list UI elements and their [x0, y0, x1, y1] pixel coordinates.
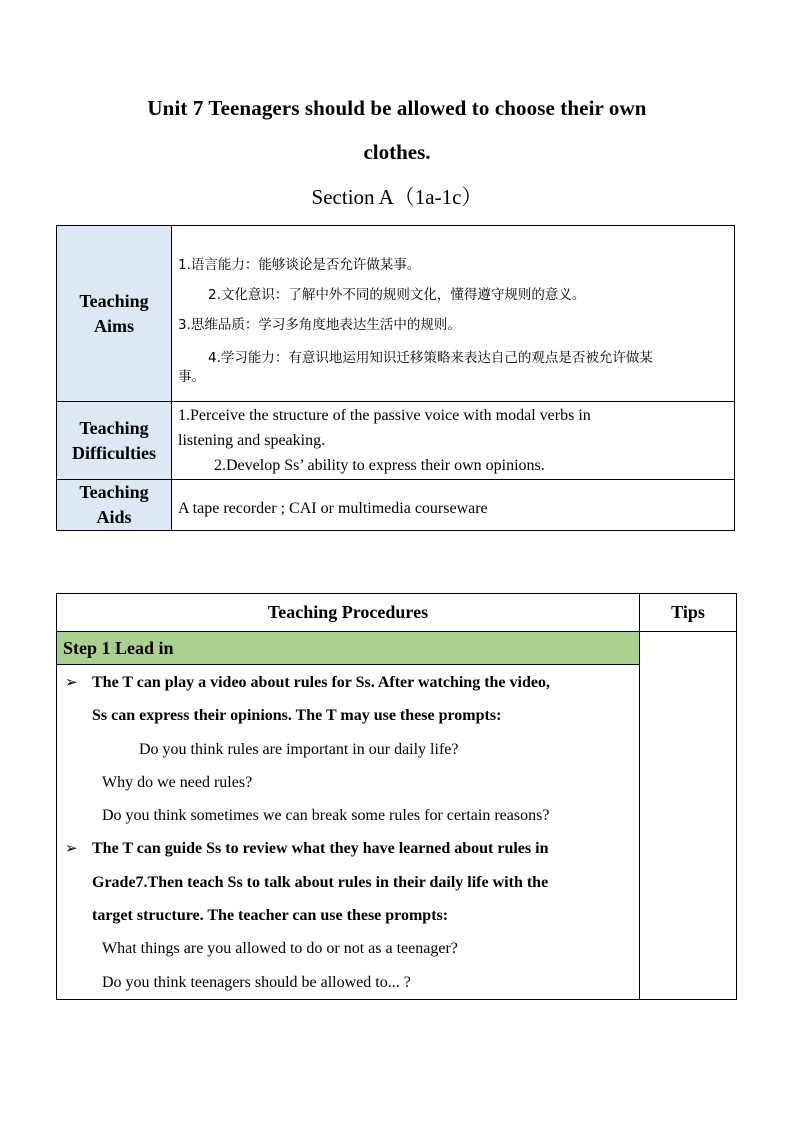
- step1-content-row: [57, 665, 737, 1000]
- arrow-bullet-icon: ➢: [65, 839, 78, 858]
- difficulty-1-continued: listening and speaking.: [178, 432, 326, 449]
- procedure-item-1-continued: Ss can express their opinions. The T may use these prompts:: [92, 707, 502, 725]
- aims-label: Teaching Aims: [79, 290, 149, 336]
- difficulty-1: 1.Perceive the structure of the passive voice with modal verbs in: [178, 407, 591, 424]
- aids-row: [57, 480, 735, 531]
- procedures-header-row: [57, 594, 737, 632]
- difficulties-label: Teaching Difficulties: [72, 417, 156, 463]
- arrow-bullet-icon: ➢: [65, 673, 78, 691]
- procedures-table: [56, 593, 737, 1000]
- aids-content: [172, 480, 735, 531]
- prompt-line: What things are you allowed to do or not as a teenager?: [102, 940, 458, 958]
- aims-label-cell: [57, 226, 172, 402]
- procedure-item-2: ➢ The T can guide Ss to review what they have learned about rules in: [57, 832, 639, 865]
- aims-content: [172, 226, 735, 402]
- document-title-continued: clothes.: [363, 140, 431, 164]
- step1-row: [57, 632, 737, 665]
- teaching-info-table: [56, 225, 735, 531]
- aims-row: [57, 226, 735, 402]
- tips-cell: [640, 632, 737, 1000]
- procedures-header: Teaching Procedures: [57, 594, 640, 632]
- difficulties-content: [172, 402, 735, 480]
- difficulty-2: 2.Develop Ss’ ability to express their own opinions.: [214, 457, 545, 474]
- section-subtitle: Section A（1a-1c）: [311, 185, 483, 209]
- aids-text: A tape recorder ; CAI or multimedia courseware: [178, 500, 488, 517]
- procedure-item-2-continued: Grade7.Then teach Ss to talk about rules in their daily life with the: [92, 873, 549, 891]
- prompt-line: Why do we need rules?: [102, 773, 253, 791]
- aids-label-cell: [57, 480, 172, 531]
- aim-language: 1.语言能力：能够谈论是否允许做某事。: [178, 257, 421, 273]
- procedure-item-2-continued: target structure. The teacher can use these prompts:: [92, 907, 449, 925]
- prompt-line: Do you think sometimes we can break some rules for certain reasons?: [102, 807, 550, 825]
- step1-content: [57, 665, 640, 1000]
- difficulties-row: [57, 402, 735, 480]
- aim-learning-continued: 事。: [178, 369, 205, 385]
- tips-header: Tips: [640, 594, 737, 632]
- difficulties-label-cell: [57, 402, 172, 480]
- step1-title: Step 1 Lead in: [57, 632, 640, 665]
- aim-culture: 2.文化意识：了解中外不同的规则文化，懂得遵守规则的意义。: [208, 287, 586, 303]
- prompt-line: Do you think rules are important in our daily life?: [139, 740, 459, 758]
- procedure-item-1: ➢ The T can play a video about rules for Ss. After watching the video,: [57, 666, 639, 699]
- document-title: Unit 7 Teenagers should be allowed to choose their own: [147, 96, 647, 120]
- prompt-line: Do you think teenagers should be allowed to... ?: [102, 973, 411, 991]
- aim-thinking: 3.思维品质：学习多角度地表达生活中的规则。: [178, 317, 461, 333]
- aim-learning: 4.学习能力：有意识地运用知识迁移策略来表达自己的观点是否被允许做某: [208, 350, 653, 366]
- aids-label: Teaching Aids: [79, 482, 149, 527]
